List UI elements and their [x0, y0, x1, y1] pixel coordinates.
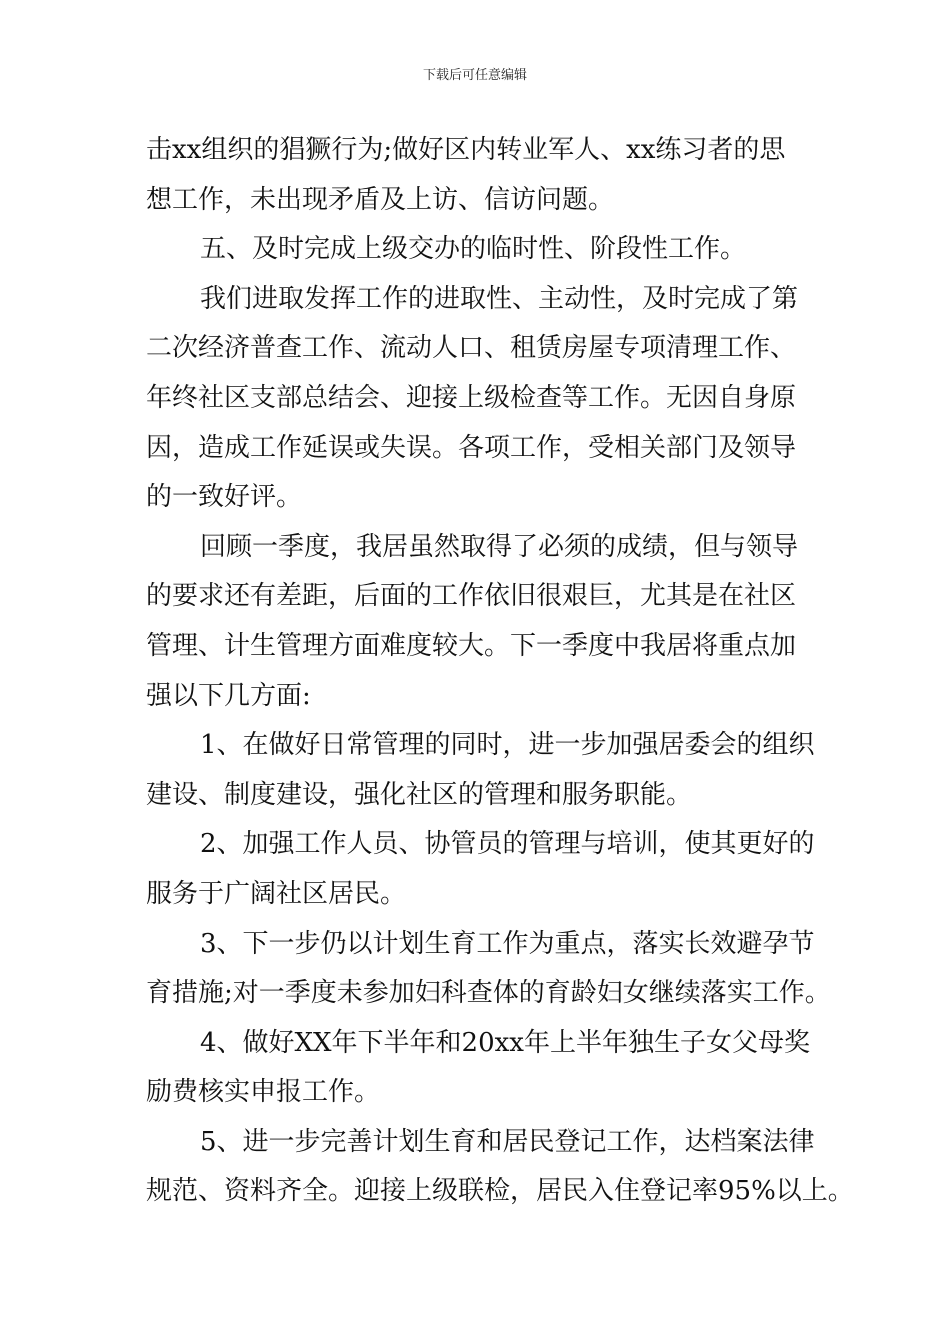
- text-line: 二次经济普查工作、流动人口、租赁房屋专项清理工作、: [146, 333, 797, 364]
- text-line: 强以下几方面:: [146, 680, 311, 711]
- list-item-line: 2、加强工作人员、协管员的管理与培训，使其更好的: [200, 829, 815, 860]
- text-line: 击xx组织的猖獗行为;做好区内转业军人、xx练习者的思: [146, 135, 786, 165]
- list-item-line: 3、下一步仍以计划生育工作为重点，落实长效避孕节: [200, 928, 815, 959]
- list-item-line: 1、在做好日常管理的同时，进一步加强居委会的组织: [200, 730, 815, 761]
- text-line: 我们进取发挥工作的进取性、主动性，及时完成了第: [200, 283, 799, 314]
- list-item-line: 5、进一步完善计划生育和居民登记工作，达档案法律: [200, 1126, 815, 1157]
- text-line: 管理、计生管理方面难度较大。下一季度中我居将重点加: [146, 630, 797, 661]
- list-item-line: 育措施;对一季度未参加妇科查体的育龄妇女继续落实工作。: [146, 978, 831, 1009]
- section-heading: 五、及时完成上级交办的临时性、阶段性工作。: [200, 234, 747, 265]
- list-item-line: 建设、制度建设，强化社区的管理和服务职能。: [146, 779, 693, 810]
- text-line: 的要求还有差距，后面的工作依旧很艰巨，尤其是在社区: [146, 581, 797, 612]
- text-line: 因，造成工作延误或失误。各项工作，受相关部门及领导: [146, 432, 797, 463]
- page-header: 下载后可任意编辑: [422, 68, 527, 83]
- text-line: 回顾一季度，我居虽然取得了必须的成绩，但与领导: [200, 531, 799, 562]
- list-item-line: 服务于广阔社区居民。: [146, 878, 407, 909]
- list-item-line: 4、做好XX年下半年和20xx年上半年独生子女父母奖: [200, 1027, 810, 1058]
- text-line: 想工作，未出现矛盾及上访、信访问题。: [146, 184, 615, 215]
- text-line: 年终社区支部总结会、迎接上级检查等工作。无因自身原: [146, 382, 797, 413]
- list-item-line: 规范、资料齐全。迎接上级联检，居民入住登记率95%以上。: [146, 1176, 854, 1207]
- text-line: 的一致好评。: [146, 482, 303, 513]
- document-body: [146, 126, 854, 1217]
- list-item-line: 励费核实申报工作。: [146, 1077, 381, 1108]
